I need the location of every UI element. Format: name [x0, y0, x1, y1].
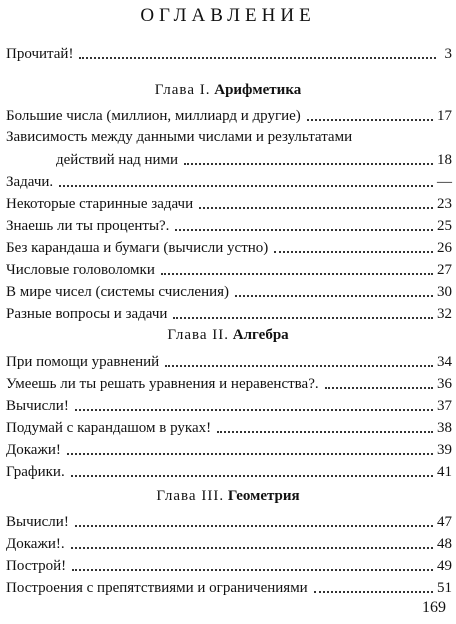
toc-entry-page: 23: [437, 196, 452, 212]
toc-entry-title: При помощи уравнений: [6, 354, 160, 370]
dot-leader: [71, 547, 433, 549]
toc-entry-title: Разные вопросы и задачи: [6, 306, 168, 322]
chapter-heading: [0, 486, 456, 506]
toc-entry-page: 18: [437, 152, 452, 168]
dot-leader: [173, 317, 433, 319]
toc-entry-title: Зависимость между данными числами и результатами: [6, 129, 353, 145]
toc-entry-title: Знаешь ли ты проценты?.: [6, 218, 170, 234]
toc-entry[interactable]: [6, 302, 452, 324]
toc-entry-title: Графики.: [6, 464, 65, 480]
dot-leader: [79, 57, 436, 59]
toc-entry-page: 25: [437, 218, 452, 234]
toc-entry[interactable]: [6, 372, 452, 394]
toc-entry-title: Умеешь ли ты решать уравнения и неравенства?.: [6, 376, 319, 392]
toc-entry[interactable]: [6, 532, 452, 554]
toc-entry-page: 51: [437, 580, 452, 596]
dot-leader: [175, 229, 433, 231]
toc-entry-intro[interactable]: [6, 42, 452, 64]
toc-entry[interactable]: [6, 236, 452, 258]
toc-entry[interactable]: [6, 576, 452, 598]
toc-entry-page: 37: [437, 398, 452, 414]
dot-leader: [199, 207, 433, 209]
dot-leader: [165, 365, 433, 367]
toc-entry-title: Вычисли!: [6, 398, 69, 414]
page-title: ОГЛАВЛЕНИЕ: [140, 5, 316, 26]
dot-leader: [314, 591, 433, 593]
dot-leader: [71, 475, 433, 477]
toc-entry-title: Докажи!.: [6, 536, 65, 552]
toc-entry-page: 26: [437, 240, 452, 256]
toc-entry-page: 38: [437, 420, 452, 436]
toc-entry-page: 39: [437, 442, 452, 458]
toc-entry[interactable]: [6, 416, 452, 438]
toc-entry-page: 48: [437, 536, 452, 552]
toc-entry-continuation[interactable]: [56, 148, 452, 170]
toc-entry-title-continuation: действий над ними: [56, 152, 179, 168]
dot-leader: [307, 119, 433, 121]
toc-entry-page: 47: [437, 514, 452, 530]
toc-entry[interactable]: [6, 104, 452, 126]
dot-leader: [75, 525, 433, 527]
toc-entry-title: Без карандаша и бумаги (вычисли устно): [6, 240, 269, 256]
toc-entry[interactable]: [6, 460, 452, 482]
dot-leader: [59, 185, 433, 187]
dot-leader: [184, 163, 433, 165]
page-number: 169: [422, 599, 446, 616]
dot-leader: [274, 251, 433, 253]
toc-entry-page: 36: [437, 376, 452, 392]
toc-entry-title: Задачи.: [6, 174, 54, 190]
dot-leader: [75, 409, 433, 411]
toc-entry-title: Подумай с карандашом в руках!: [6, 420, 212, 436]
toc-entry[interactable]: [6, 280, 452, 302]
toc-entry[interactable]: [6, 554, 452, 576]
chapter-heading: [0, 80, 456, 100]
chapter-label: Глава I.: [154, 82, 211, 98]
chapter-label: Глава III.: [156, 488, 225, 504]
toc-entry-title: Числовые головоломки: [6, 262, 155, 278]
toc-entry-page: 30: [437, 284, 452, 300]
toc-entry-page: 3: [444, 46, 452, 62]
toc-entry[interactable]: [6, 350, 452, 372]
chapter-name: Арифметика: [214, 82, 302, 98]
toc-entry-page: 34: [437, 354, 452, 370]
toc-entry-title: Докажи!: [6, 442, 61, 458]
dot-leader: [217, 431, 433, 433]
toc-entry-page: 49: [437, 558, 452, 574]
toc-entry[interactable]: [6, 214, 452, 236]
chapter-label: Глава II.: [167, 327, 230, 343]
toc-entry-page: 17: [437, 108, 452, 124]
dot-leader: [72, 569, 433, 571]
toc-entry-title: Построения с препятствиями и ограничениями: [6, 580, 308, 596]
dot-leader: [161, 273, 433, 275]
toc-entry-title: Вычисли!: [6, 514, 69, 530]
toc-entry-page: 27: [437, 262, 452, 278]
toc-entry[interactable]: [6, 438, 452, 460]
chapter-heading: [0, 325, 456, 345]
toc-entry-title: Большие числа (миллион, миллиард и другие): [6, 108, 301, 124]
chapter-name: Алгебра: [232, 327, 289, 343]
toc-entry[interactable]: [6, 258, 452, 280]
toc-entry-title: Некоторые старинные задачи: [6, 196, 194, 212]
toc-entry-page: —: [437, 174, 452, 190]
toc-entry-title: Прочитай!: [6, 46, 74, 62]
toc-entry[interactable]: [6, 170, 452, 192]
dot-leader: [67, 453, 433, 455]
dot-leader: [325, 387, 433, 389]
toc-entry[interactable]: [6, 510, 452, 532]
chapter-name: Геометрия: [227, 488, 300, 504]
toc-entry-title: Построй!: [6, 558, 67, 574]
toc-entry-page: 41: [437, 464, 452, 480]
toc-entry-page: 32: [437, 306, 452, 322]
toc-entry[interactable]: [6, 127, 352, 149]
dot-leader: [235, 295, 433, 297]
toc-entry[interactable]: [6, 394, 452, 416]
toc-entry[interactable]: [6, 192, 452, 214]
toc-entry-title: В мире чисел (системы счисления): [6, 284, 230, 300]
